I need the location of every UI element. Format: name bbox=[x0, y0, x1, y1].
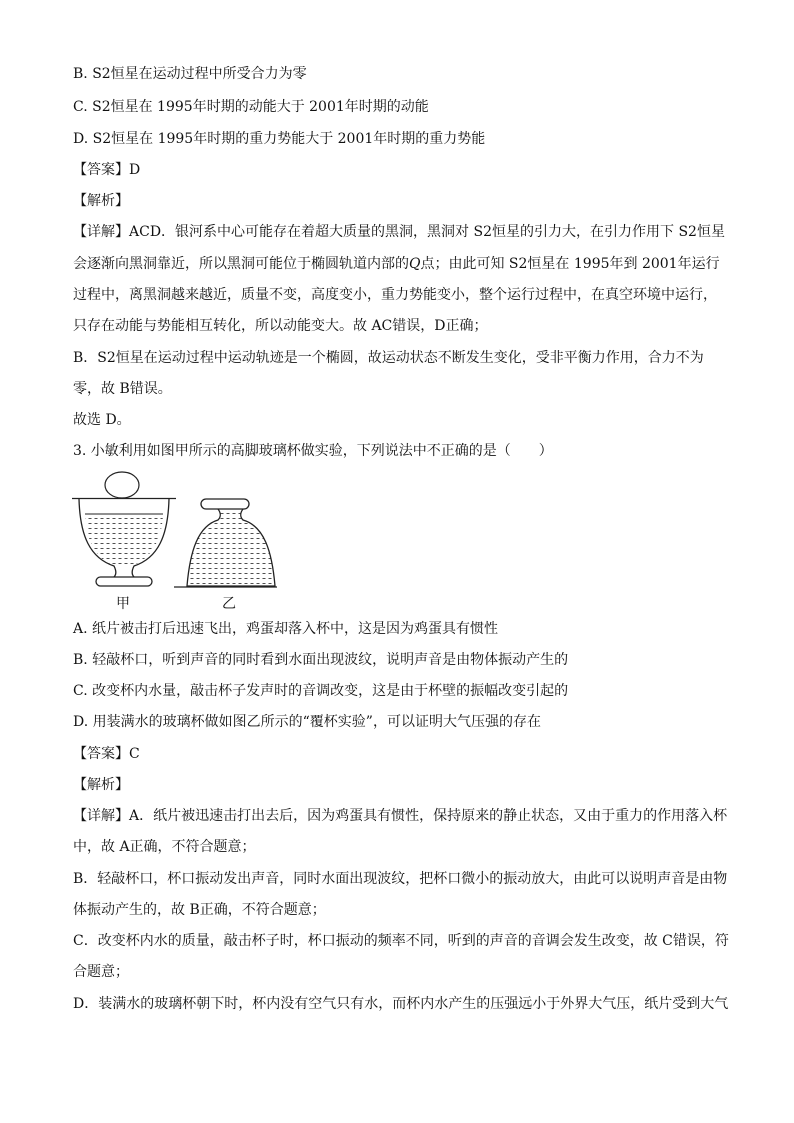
q2-detail-line-2-start: 会逐渐向黑洞靠近，所以黑洞可能位于椭圆轨道内部的 bbox=[73, 256, 409, 272]
q2-detail-line-2-end: 点；由此可知 S2恒星在 1995年到 2001年运行 bbox=[420, 256, 720, 272]
q3-analysis-heading: 【解析】 bbox=[73, 777, 129, 793]
egg-shape bbox=[105, 472, 139, 498]
q3-detail-line-1: 【详解】A．纸片被迅速击打出去后，因为鸡蛋具有惯性，保持原来的静止状态，又由于重力的作用落入杯 bbox=[73, 808, 728, 824]
q2-detail-line-5: B．S2恒星在运动过程中运动轨迹是一个椭圆，故运动状态不断发生变化，受非平衡力作用，合力不为 bbox=[73, 350, 704, 366]
figure-label-left: 甲 bbox=[116, 596, 130, 612]
figure-label-right: 乙 bbox=[222, 596, 236, 612]
q3-detail-line-3: B．轻敲杯口，杯口振动发出声音，同时水面出现波纹，把杯口微小的振动放大，由此可以说明声音是由物 bbox=[73, 871, 728, 887]
q3-detail-line-2: 中，故 A正确，不符合题意； bbox=[73, 839, 256, 855]
q3-detail-line-7: D．装满水的玻璃杯朝下时，杯内没有空气只有水，而杯内水产生的压强远小于外界大气压，纸片受到大气 bbox=[73, 996, 729, 1012]
q2-detail-line-2 bbox=[73, 254, 720, 274]
q2-option-c: C. S2恒星在 1995年时期的动能大于 2001年时期的动能 bbox=[73, 99, 429, 115]
q3-detail-line-4: 体振动产生的，故 B正确，不符合题意； bbox=[73, 902, 326, 918]
water-fill bbox=[85, 514, 163, 566]
q2-option-d: D. S2恒星在 1995年时期的重力势能大于 2001年时期的重力势能 bbox=[73, 131, 486, 147]
q3-option-a: A. 纸片被击打后迅速飞出，鸡蛋却落入杯中，这是因为鸡蛋具有惯性 bbox=[73, 621, 499, 637]
q3-stem: 3. 小敏利用如图甲所示的高脚玻璃杯做实验，下列说法中不正确的是（ ） bbox=[73, 443, 553, 459]
q2-analysis-heading: 【解析】 bbox=[73, 193, 129, 209]
goblet-base bbox=[96, 577, 152, 586]
q2-detail-line-6: 零，故 B错误。 bbox=[73, 381, 172, 397]
q3-answer: 【答案】C bbox=[73, 746, 140, 762]
q3-option-d: D. 用装满水的玻璃杯做如图乙所示的“覆杯实验”，可以证明大气压强的存在 bbox=[73, 714, 541, 730]
glass-experiment-svg bbox=[70, 466, 285, 614]
q2-detail-line-4: 只存在动能与势能相互转化，所以动能变大。故 AC错误，D正确； bbox=[73, 318, 488, 334]
q2-conclusion: 故选 D。 bbox=[73, 412, 131, 428]
q2-answer: 【答案】D bbox=[73, 162, 141, 178]
q3-option-c: C. 改变杯内水量，敲击杯子发声时的音调改变，这是由于杯壁的振幅改变引起的 bbox=[73, 683, 569, 699]
goblet-with-egg bbox=[72, 472, 176, 586]
q2-detail-line-3: 过程中，离黑洞越来越近，质量不变，高度变小，重力势能变小，整个运行过程中，在真空环境中运行， bbox=[73, 287, 717, 303]
glass-experiment-figure bbox=[70, 466, 285, 614]
q3-detail-line-5: C．改变杯内水的质量，敲击杯子时，杯口振动的频率不同，听到的声音的音调会发生改变，故 C错误，符 bbox=[73, 933, 729, 949]
q3-option-b: B. 轻敲杯口，听到声音的同时看到水面出现波纹，说明声音是由物体振动产生的 bbox=[73, 652, 569, 668]
q-point-label: Q bbox=[409, 256, 421, 272]
q3-detail-line-6: 合题意； bbox=[73, 964, 129, 980]
inverted-glass-body bbox=[187, 509, 275, 586]
q2-option-b: B. S2恒星在运动过程中所受合力为零 bbox=[73, 66, 307, 82]
q2-detail-line-1: 【详解】ACD．银河系中心可能存在着超大质量的黑洞，黑洞对 S2恒星的引力大，在引力作用下 S2恒星 bbox=[73, 224, 725, 240]
inverted-glass-base bbox=[201, 499, 249, 509]
inverted-glass bbox=[174, 499, 277, 587]
